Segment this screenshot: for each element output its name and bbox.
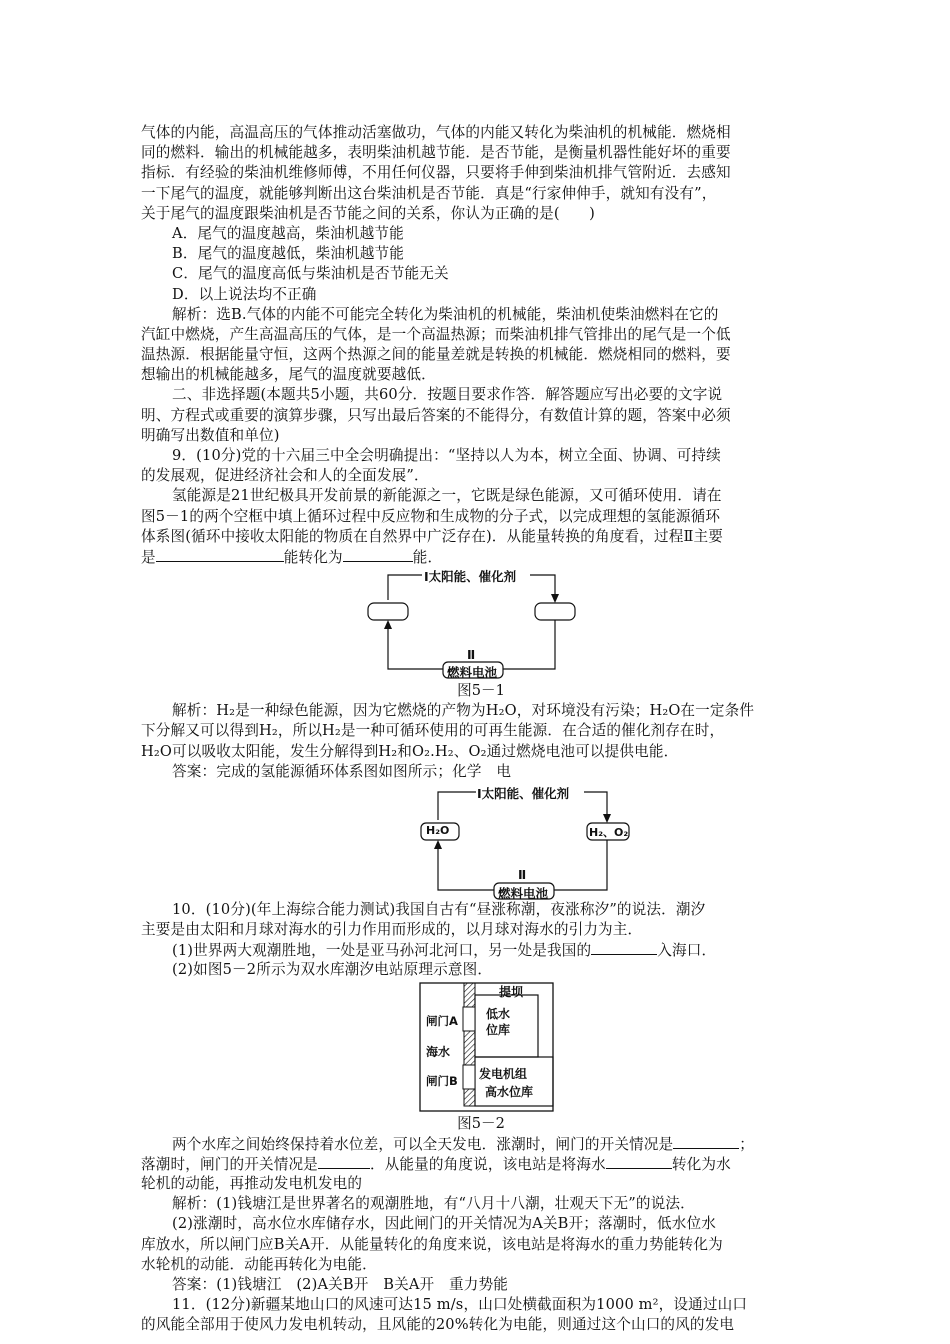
- analysis-line: (2)涨潮时，高水位水库储存水，因此闸门的开关情况为A关B开；落潮时，低水位水: [172, 1215, 716, 1233]
- figure-5-1-answer: [141, 782, 821, 900]
- analysis-line: 库放水，所以闸门应B关A开．从能量转化的角度来说，该电站是将海水的重力势能转化为: [141, 1235, 723, 1253]
- q10-line: [141, 940, 821, 960]
- generator-label: 发电机组: [479, 1066, 528, 1081]
- q10-line: (2)如图5－2所示为双水库潮汐电站原理示意图．: [172, 961, 493, 979]
- fig-label-mid: Ⅱ: [467, 647, 476, 663]
- q11-line: 的风能全部用于使风力发电机转动，且风能的20%转化为电能，则通过这个山口的风的发电: [141, 1316, 735, 1334]
- q10-line: 主要是由太阳和月球对海水的引力作用而形成的，以月球对海水的引力为主．: [141, 921, 643, 939]
- q9-line: 体系图(循环中接收太阳能的物质在自然界中广泛存在)．从能量转换的角度看，过程Ⅱ主要: [141, 527, 724, 545]
- q10-text: ；: [739, 1135, 755, 1153]
- analysis-line: 解析：(1)钱塘江是世界著名的观潮胜地，有“八月十八潮，壮观天下无”的说法．: [172, 1195, 695, 1213]
- q10-text: 入海口．: [657, 942, 717, 960]
- fig-label-left: H₂O: [426, 823, 450, 837]
- dam-label: 提坝: [499, 984, 524, 999]
- fig-label-bottom: 燃料电池: [498, 885, 549, 901]
- analysis-line: H₂O可以吸收太阳能，发生分解得到H₂和O₂.H₂、O₂通过燃烧电池可以提供电能．: [141, 742, 679, 760]
- low-reservoir-label: 位库: [486, 1022, 511, 1037]
- high-reservoir-label: 高水位库: [485, 1084, 534, 1099]
- answer-blank: [673, 1134, 739, 1149]
- answer-blank: [591, 940, 657, 955]
- q9-line: 图5－1的两个空框中填上循环过程中反应物和生成物的分子式，以完成理想的氢能源循环: [141, 507, 721, 525]
- q9-text: 能转化为: [283, 548, 343, 566]
- q11-line: 11．(12分)新疆某地山口的风速可达15 m/s，山口处横截面积为1000 m²，设通过山口: [172, 1296, 748, 1314]
- q10-line: 轮机的动能，再推动发电机发电的: [141, 1175, 363, 1192]
- answer-blank: [343, 547, 413, 562]
- section-heading: 二、非选择题(本题共5小题，共60分．按题目要求作答．解答题应写出必要的文字说: [172, 386, 723, 404]
- answer-line: 答案：(1)钱塘江 (2)A关B开 B关A开 重力势能: [172, 1275, 509, 1293]
- figure-caption: 图5－1: [457, 682, 505, 700]
- tidal-station-diagram: [141, 981, 821, 1114]
- text-line: 关于尾气的温度跟柴油机是否节能之间的关系，你认为正确的是( ): [141, 204, 596, 222]
- q10-line: 10．(10分)(年上海综合能力测试)我国自古有“昼涨称潮，夜涨称汐”的说法．潮汐: [172, 900, 706, 918]
- analysis-line: 下分解又可以得到H₂，所以H₂是一种可循环使用的可再生能源．在合适的催化剂存在时，: [141, 722, 725, 740]
- fig-label-bottom: 燃料电池: [447, 665, 498, 681]
- q10-text: 落潮时，闸门的开关情况是: [141, 1155, 318, 1173]
- text-line: 一下尾气的温度，就能够判断出这台柴油机是否节能．真是“行家伸伸手，就知有没有”，: [141, 184, 717, 202]
- fig-label-top: Ⅰ太阳能、催化剂: [477, 785, 570, 801]
- option-d: D．以上说法均不正确: [172, 285, 317, 303]
- option-c: C．尾气的温度高低与柴油机是否节能无关: [172, 265, 449, 283]
- q9-text: 能．: [412, 548, 443, 566]
- option-a: A．尾气的温度越高，柴油机越节能: [172, 224, 404, 242]
- answer-blank: [606, 1154, 672, 1169]
- text-line: 指标．有经验的柴油机维修师傅，不用任何仪器，只要将手伸到柴油机排气管附近．去感知: [141, 164, 731, 182]
- fig-label-top: Ⅰ太阳能、催化剂: [424, 569, 517, 585]
- q9-line: 9．(10分)党的十六届三中全会明确提出：“坚持以人为本，树立全面、协调、可持续: [172, 447, 721, 464]
- option-b: B．尾气的温度越低，柴油机越节能: [172, 245, 405, 263]
- section-heading: 明、方程式或重要的演算步骤，只写出最后答案的不能得分，有数值计算的题，答案中必须: [141, 406, 731, 424]
- analysis-line: 解析：H₂是一种绿色能源，因为它燃烧的产物为H₂O，对环境没有污染；H₂O在一定条件: [172, 702, 755, 720]
- figure-5-1: [141, 567, 821, 681]
- low-reservoir-label: 低水: [486, 1006, 511, 1021]
- text-line: 气体的内能，高温高压的气体推动活塞做功，气体的内能又转化为柴油机的机械能．燃烧相: [141, 124, 731, 141]
- analysis-line: 温热源．根据能量守恒，这两个热源之间的能量差就是转换的机械能．燃烧相同的燃料，要: [141, 346, 731, 364]
- q9-line: [141, 547, 821, 567]
- answer-blank: [156, 547, 284, 562]
- q9-line: 氢能源是21世纪极具开发前景的新能源之一，它既是绿色能源，又可循环使用．请在: [172, 487, 722, 505]
- q9-line: 的发展观，促进经济社会和人的全面发展”．: [141, 467, 429, 485]
- figure-5-2: [141, 981, 821, 1114]
- q10-text: (1)世界两大观潮胜地，一处是亚马孙河北河口，另一处是我国的: [172, 942, 592, 960]
- document-page: [141, 123, 821, 1336]
- q10-line: [141, 1134, 821, 1154]
- answer-blank: [318, 1154, 370, 1169]
- q10-text: 两个水库之间始终保持着水位差，可以全天发电．涨潮时，闸门的开关情况是: [172, 1135, 674, 1153]
- gate-b-label: 闸门B: [426, 1073, 458, 1088]
- analysis-line: 水轮机的动能．动能再转化为电能．: [141, 1255, 377, 1273]
- q9-text: 是: [141, 548, 156, 566]
- gate-a-label: 闸门A: [426, 1013, 458, 1028]
- text-line: 同的燃料．输出的机械能越多，表明柴油机越节能．是否节能，是衡量机器性能好坏的重要: [141, 144, 731, 162]
- figure-caption: 图5－2: [457, 1114, 505, 1132]
- analysis-line: 想输出的机械能越多，尾气的温度就要越低．: [141, 366, 436, 384]
- q10-text: 转化为水: [671, 1155, 731, 1173]
- q10-line: [141, 1154, 821, 1174]
- q10-text: ．从能量的角度说，该电站是将海水: [369, 1155, 606, 1173]
- fig-label-mid: Ⅱ: [518, 866, 527, 882]
- sea-label: 海水: [426, 1044, 451, 1059]
- answer-line: 答案：完成的氢能源循环体系图如图所示；化学 电: [172, 762, 512, 780]
- analysis-line: 解析：选B.气体的内能不可能完全转化为柴油机的机械能，柴油机使柴油燃料在它的: [172, 305, 719, 323]
- analysis-line: 汽缸中燃烧，产生高温高压的气体，是一个高温热源；而柴油机排气管排出的尾气是一个低: [141, 325, 731, 343]
- fig-label-right: H₂、O₂: [589, 825, 629, 839]
- section-heading: 明确写出数值和单位): [141, 426, 280, 444]
